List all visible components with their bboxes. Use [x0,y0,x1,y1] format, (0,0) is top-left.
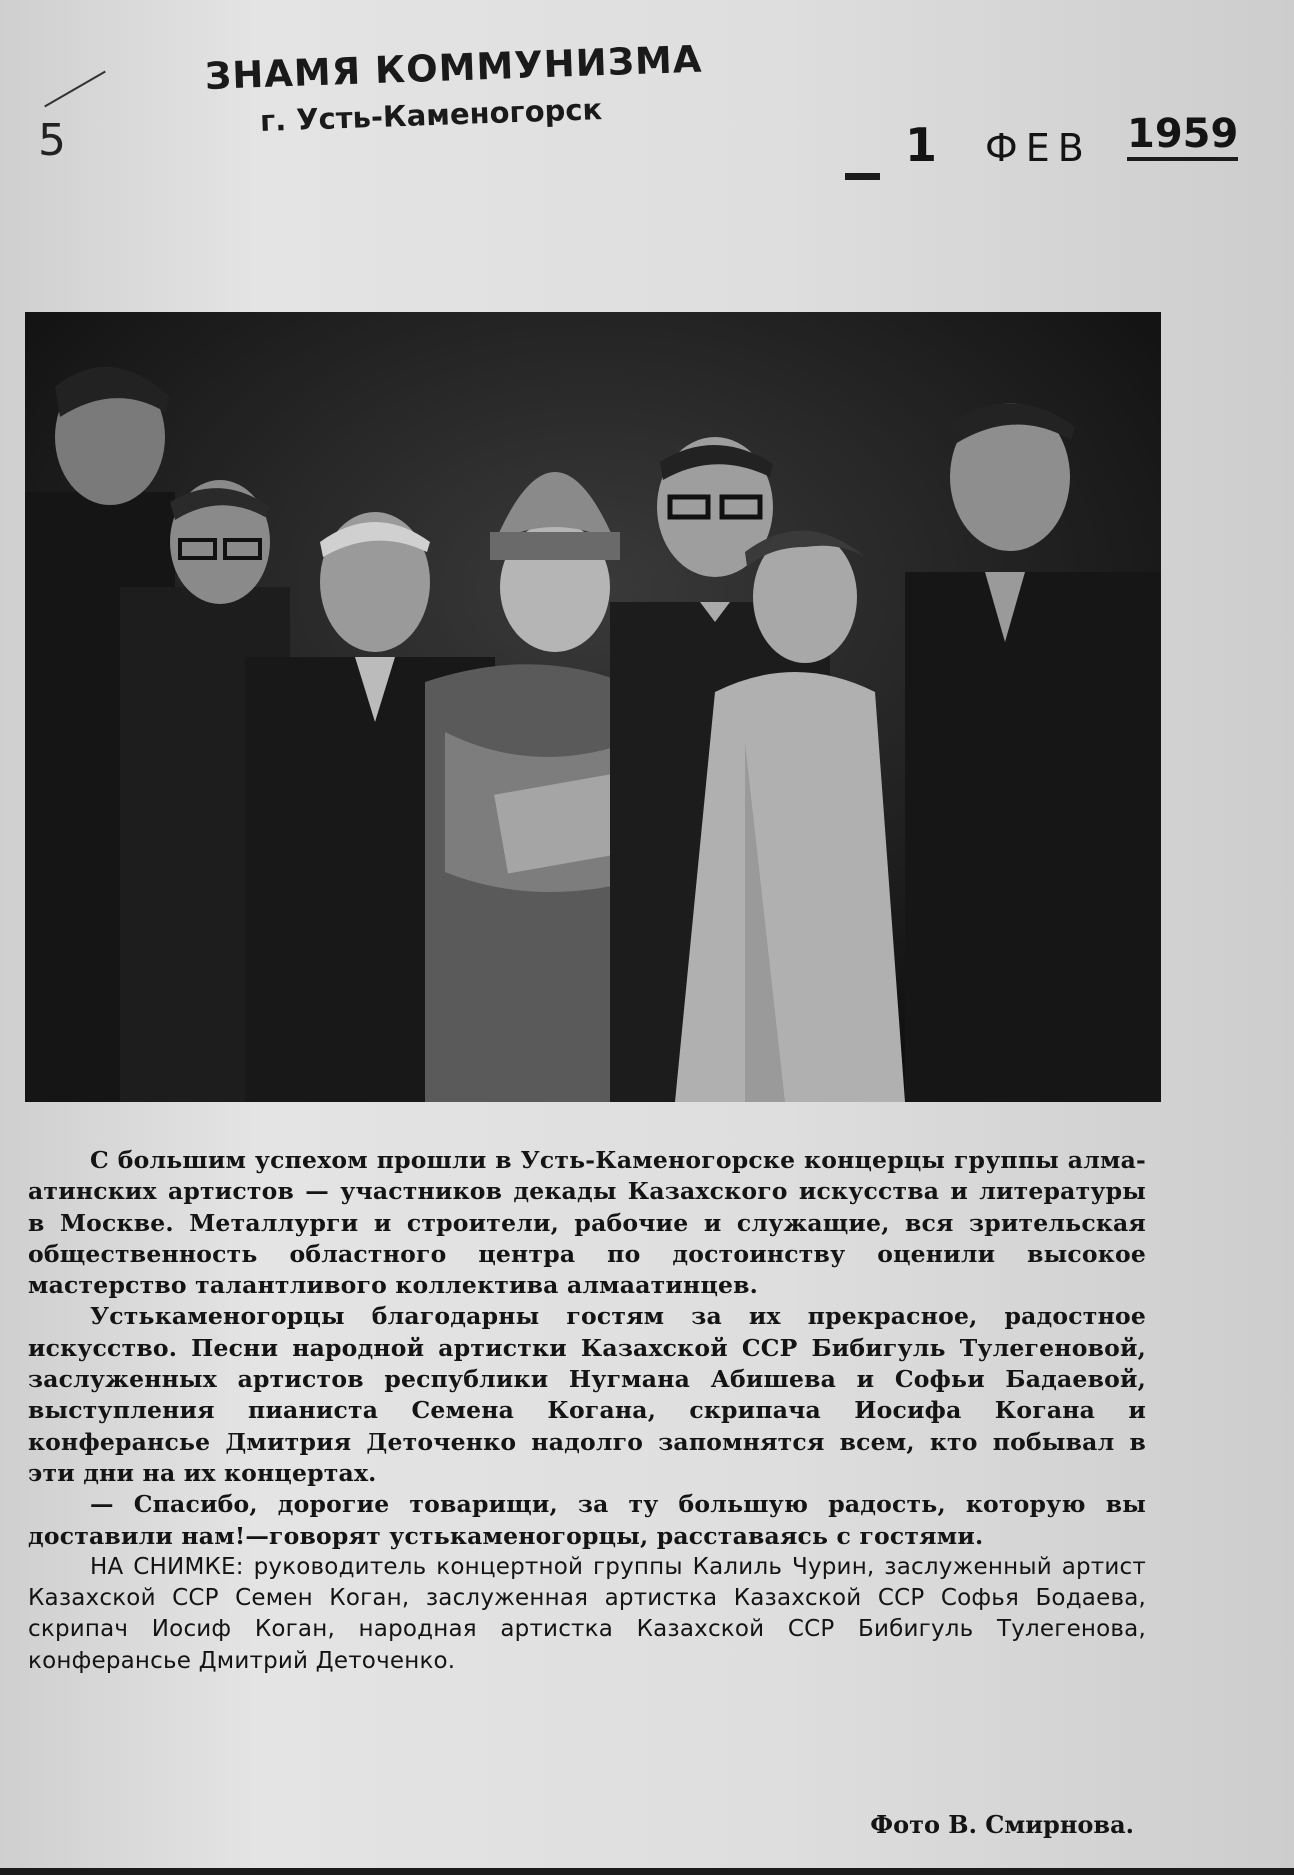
date-stamp [845,111,1255,174]
handwritten-mark: 5 [38,115,66,166]
article-paragraph: — Спасибо, дорогие товарищи, за ту большую радость, которую вы доставили нам!—говорят устькаменогорцы, расставаясь с гостями. [28,1490,1146,1550]
photo-caption [28,1552,1146,1677]
caption-text: руководитель концертной группы Калиль Чурин, заслуженный артист Казахской ССР Семен Коган, заслуженная артистка Казахской ССР Софья Бодаева, скрипач Иосиф Коган, народная артистка Казахской ССР Бибигуль Тулегенова, конферансье Дмитрий Деточенко. [28,1553,1146,1674]
newspaper-stamp [204,37,765,138]
caption-label: НА СНИМКЕ: [90,1553,244,1580]
date-dash [845,173,880,180]
bottom-edge [0,1868,1294,1875]
article-paragraph: Устькаменогорцы благодарны гостям за их прекрасное, радостное искусство. Песни народной артистки Казахской ССР Бибигуль Тулегеновой, заслуженных артистов республики Нугмана Абишева и Софьи Бадаевой, выступления пианиста Семена Когана, скрипача Иосифа Когана и конферансье Дмитрия Деточенко надолго запомнятся всем, кто побывал в эти дни на их концертах. [28,1302,1146,1487]
photo-credit: Фото В. Смирнова. [870,1810,1134,1839]
group-photo-illustration [25,312,1161,1102]
date-year: 1959 [1127,111,1238,161]
date-day: 1 [905,118,938,172]
newspaper-city: г. Усть-Каменогорск [259,92,603,138]
date-month: ФЕВ [985,126,1092,170]
article-body [28,1145,1146,1677]
article-paragraph: С большим успехом прошли в Усть-Каменогорске концерцы группы алма-атинских артистов — участников декады Казахского искусства и литературы в Москве. Металлурги и строители, рабочие и служащие, вся зрительская общественность областного центра по достоинству оценили высокое мастерство талантливого коллектива алмаатинцев. [28,1146,1146,1300]
newspaper-title: ЗНАМЯ КОММУНИЗМА [204,37,704,98]
group-photo [25,312,1161,1102]
